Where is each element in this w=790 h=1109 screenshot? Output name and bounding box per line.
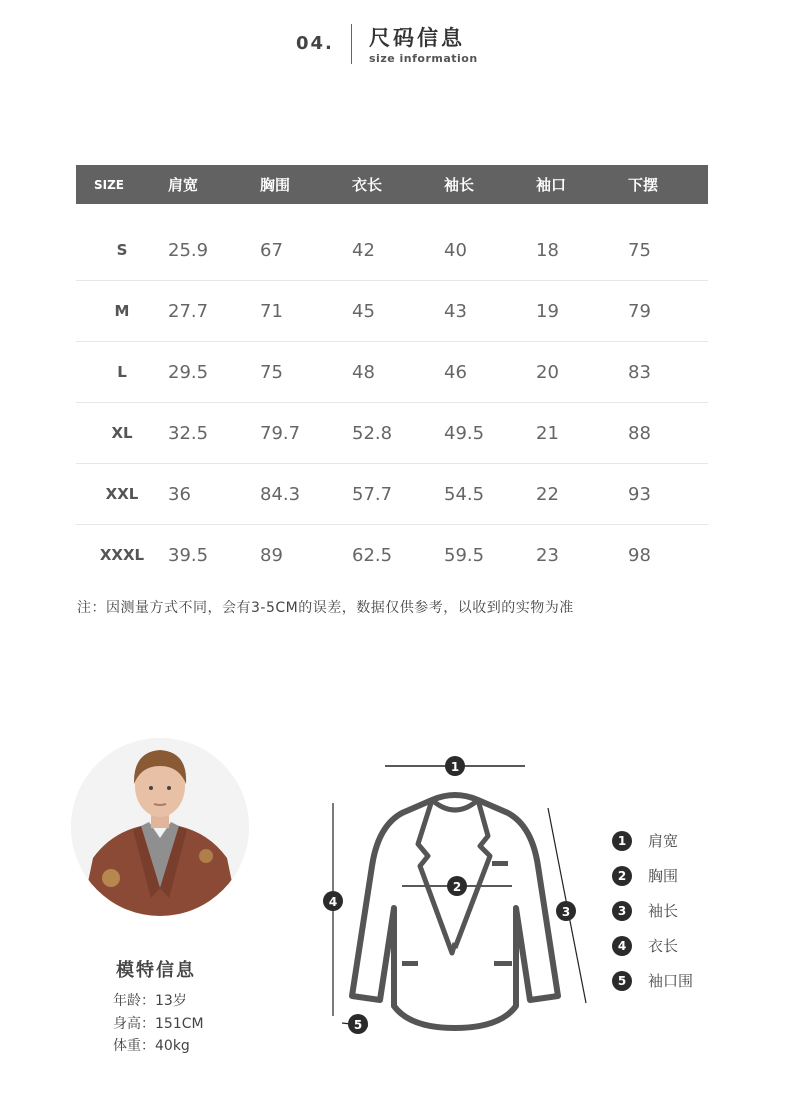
table-cell: 23 <box>536 544 559 566</box>
table-cell: 67 <box>260 204 352 281</box>
legend-label: 胸围 <box>648 867 679 885</box>
table-cell: 83 <box>628 342 708 403</box>
table-cell: 27.7 <box>168 281 260 342</box>
jacket-diagram <box>320 748 590 1097</box>
header-shoulder: 肩宽 <box>168 165 260 204</box>
table-cell: 36 <box>168 464 260 525</box>
legend-item <box>612 963 693 998</box>
legend-number: 2 <box>612 866 632 886</box>
table-cell: 52.8 <box>352 403 444 464</box>
table-cell: 93 <box>628 464 708 525</box>
table-cell: 75 <box>628 204 708 281</box>
section-subtitle: size information <box>369 52 478 65</box>
table-cell: 39.5 <box>168 544 209 566</box>
size-label: XL <box>76 403 168 464</box>
legend-number: 1 <box>612 831 632 851</box>
svg-text:1: 1 <box>450 760 460 774</box>
legend-item <box>612 928 693 963</box>
table-cell: 75 <box>260 342 352 403</box>
measurement-note: 注：因测量方式不同，会有3-5CM的误差，数据仅供参考，以收到的实物为准 <box>77 600 574 616</box>
legend-label: 衣长 <box>648 937 679 955</box>
svg-text:3: 3 <box>561 905 571 919</box>
legend-label: 袖口围 <box>648 972 694 990</box>
table-cell: 19 <box>536 281 628 342</box>
table-row <box>76 281 708 342</box>
table-cell: 29.5 <box>168 342 260 403</box>
legend-number: 5 <box>612 971 632 991</box>
table-row <box>76 403 708 464</box>
table-cell: 71 <box>260 281 352 342</box>
marker-2 <box>447 876 467 896</box>
table-row <box>76 204 708 281</box>
table-cell: 40 <box>444 204 536 281</box>
size-label: S <box>76 204 168 281</box>
size-table-header <box>76 165 708 204</box>
table-cell: 46 <box>444 342 536 403</box>
marker-5 <box>348 1014 368 1034</box>
svg-text:2: 2 <box>452 880 462 894</box>
measurement-legend <box>612 823 693 998</box>
size-table <box>76 165 708 585</box>
table-cell: 79 <box>628 281 708 342</box>
header-divider <box>351 24 352 64</box>
table-cell: 22 <box>536 464 628 525</box>
legend-label: 袖长 <box>648 902 679 920</box>
table-cell: 32.5 <box>168 403 260 464</box>
model-photo <box>71 738 249 916</box>
table-cell: 88 <box>628 403 708 464</box>
model-info-title: 模特信息 <box>116 960 196 981</box>
table-cell: 20 <box>536 342 628 403</box>
legend-number: 4 <box>612 936 632 956</box>
legend-number: 3 <box>612 901 632 921</box>
legend-item <box>612 858 693 893</box>
table-cell: 79.7 <box>260 403 352 464</box>
svg-text:4: 4 <box>328 895 338 909</box>
table-row <box>76 464 708 525</box>
legend-item <box>612 823 693 858</box>
header-size: SIZE <box>76 165 168 204</box>
size-label: XXL <box>76 464 168 525</box>
table-cell: 48 <box>352 342 444 403</box>
table-cell: 25.9 <box>168 204 260 281</box>
header-sleeve: 袖长 <box>444 165 536 204</box>
section-number: 04. <box>296 33 334 54</box>
size-label: L <box>76 342 168 403</box>
model-age: 年龄：13岁 <box>113 993 187 1009</box>
table-cell: 59.5 <box>444 544 485 566</box>
model-height: 身高：151CM <box>113 1016 204 1032</box>
marker-1 <box>445 756 465 776</box>
table-cell: 98 <box>628 544 651 566</box>
table-cell: 89 <box>260 544 283 566</box>
table-cell: 42 <box>352 204 444 281</box>
model-weight: 体重：40kg <box>113 1038 190 1054</box>
legend-item <box>612 893 693 928</box>
header-cuff: 袖口 <box>536 165 628 204</box>
header-hem: 下摆 <box>628 165 708 204</box>
svg-text:5: 5 <box>353 1018 363 1032</box>
table-cell: 54.5 <box>444 464 536 525</box>
table-cell: 43 <box>444 281 536 342</box>
table-cell: 84.3 <box>260 464 352 525</box>
table-row <box>76 342 708 403</box>
header-length: 衣长 <box>352 165 444 204</box>
table-cell: 62.5 <box>352 544 393 566</box>
section-title: 尺码信息 <box>369 26 465 50</box>
table-cell: 18 <box>536 204 628 281</box>
size-label: XXXL <box>99 546 145 564</box>
table-row <box>76 525 708 586</box>
table-cell: 49.5 <box>444 403 536 464</box>
header-chest: 胸围 <box>260 165 352 204</box>
marker-4 <box>323 891 343 911</box>
marker-3 <box>556 901 576 921</box>
legend-label: 肩宽 <box>648 832 679 850</box>
table-cell: 57.7 <box>352 464 444 525</box>
table-cell: 45 <box>352 281 444 342</box>
table-cell: 21 <box>536 403 628 464</box>
size-label: M <box>76 281 168 342</box>
